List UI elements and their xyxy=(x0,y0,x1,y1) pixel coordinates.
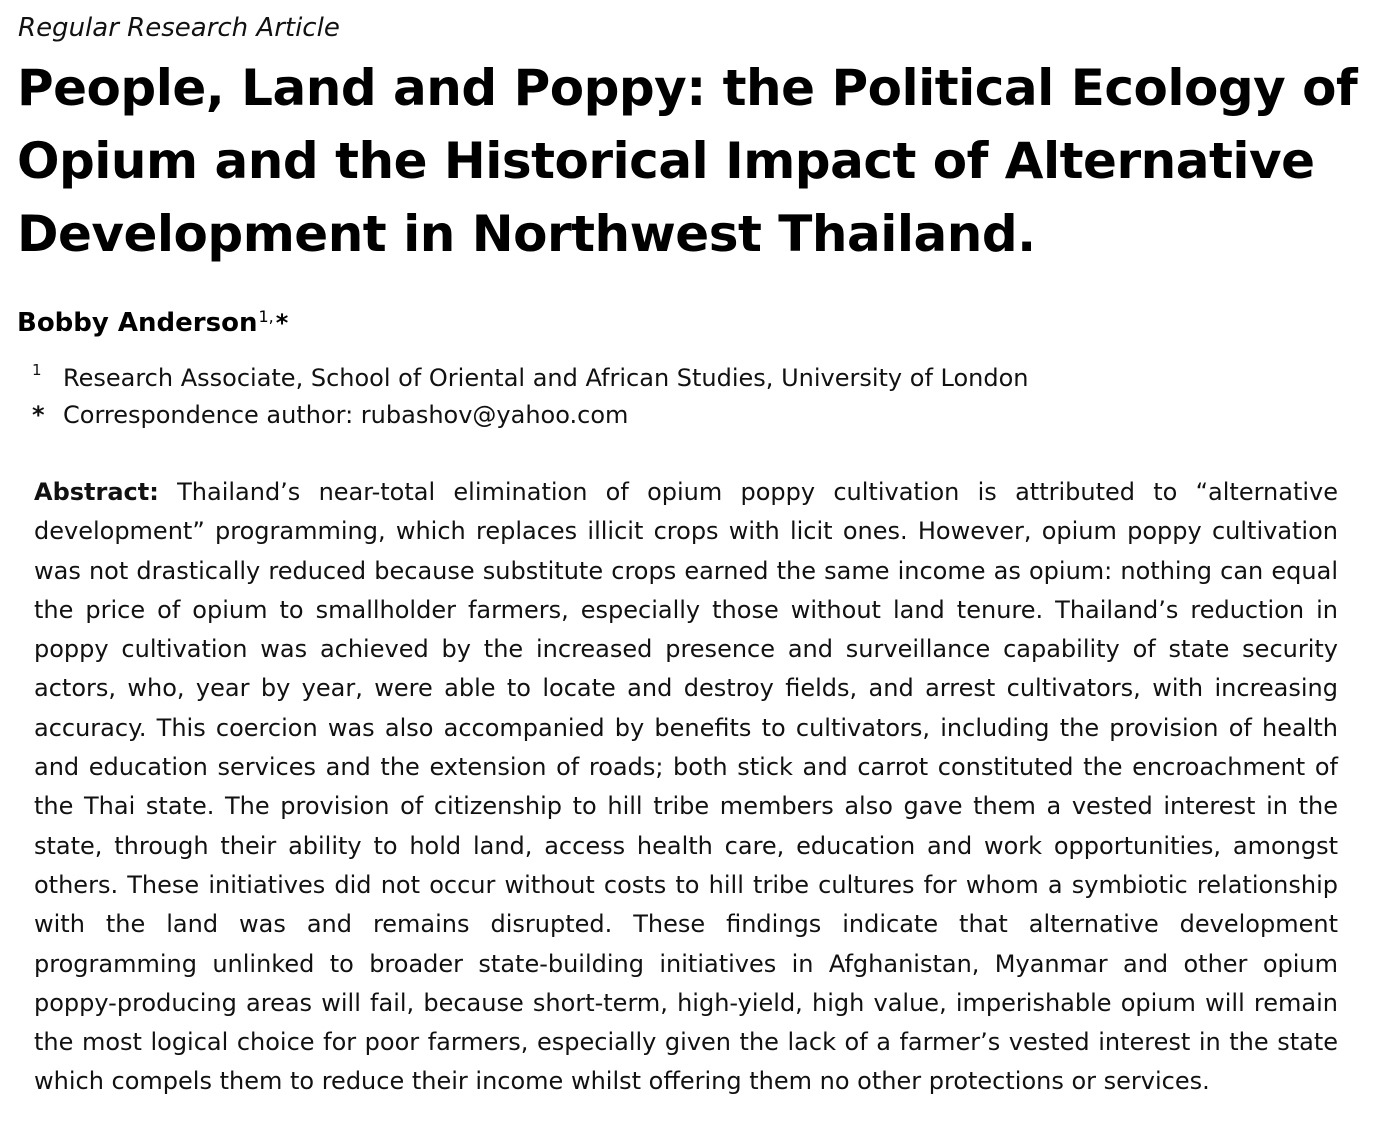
correspondence-marker: * xyxy=(32,401,45,429)
title-line-1: People, Land and Poppy: the Political Ecology of xyxy=(17,59,1358,117)
abstract-paragraph xyxy=(34,473,1338,1102)
article-type-label: Regular Research Article xyxy=(18,13,340,43)
title-line-2: Opium and the Historical Impact of Alternative xyxy=(17,132,1315,190)
paper-title xyxy=(17,52,1358,271)
title-line-3: Development in Northwest Thailand. xyxy=(17,205,1036,263)
author-affiliation-marker: 1, xyxy=(258,307,274,326)
abstract-text: Thailand’s near-total elimination of opium poppy cultivation is attributed to “alternative development” programming, which replaces illicit crops with licit ones. However, opium poppy cultivation was not drastically reduced because substitute crops earned the same income as opium: nothing can equal the price of opium to smallholder farmers, especially those without land tenure. Thailand’s reduction in poppy cultivation was achieved by the increased presence and surveillance capability of state security actors, who, year by year, were able to locate and destroy fields, and arrest cultivators, with increasing accuracy. This coercion was also accompanied by benefits to cultivators, including the provision of health and education services and the extension of roads; both stick and carrot constituted the encroachment of the Thai state. The provision of citizenship to hill tribe members also gave them a vested interest in the state, through their ability to hold land, access health care, education and work opportunities, amongst others. These initiatives did not occur without costs to hill tribe cultures for whom a symbiotic relationship with the land was and remains disrupted. These findings indicate that alternative development programming unlinked to broader state-building initiatives in Afghanistan, Myanmar and other opium poppy-producing areas will fail, because short-term, high-yield, high value, imperishable opium will remain the most logical choice for poor farmers, especially given the lack of a farmer’s vested interest in the state which compels them to reduce their income whilst offering them no other protections or services. xyxy=(34,478,1338,1096)
abstract-label: Abstract: xyxy=(34,478,159,506)
author-correspondence-marker: * xyxy=(275,309,289,337)
author-name: Bobby Anderson xyxy=(17,308,258,338)
affiliation-text: Research Associate, School of Oriental and African Studies, University of London xyxy=(63,364,1029,392)
correspondence-text: Correspondence author: rubashov@yahoo.com xyxy=(63,401,629,429)
author-line xyxy=(17,303,288,343)
affiliation-marker: 1 xyxy=(32,361,42,379)
